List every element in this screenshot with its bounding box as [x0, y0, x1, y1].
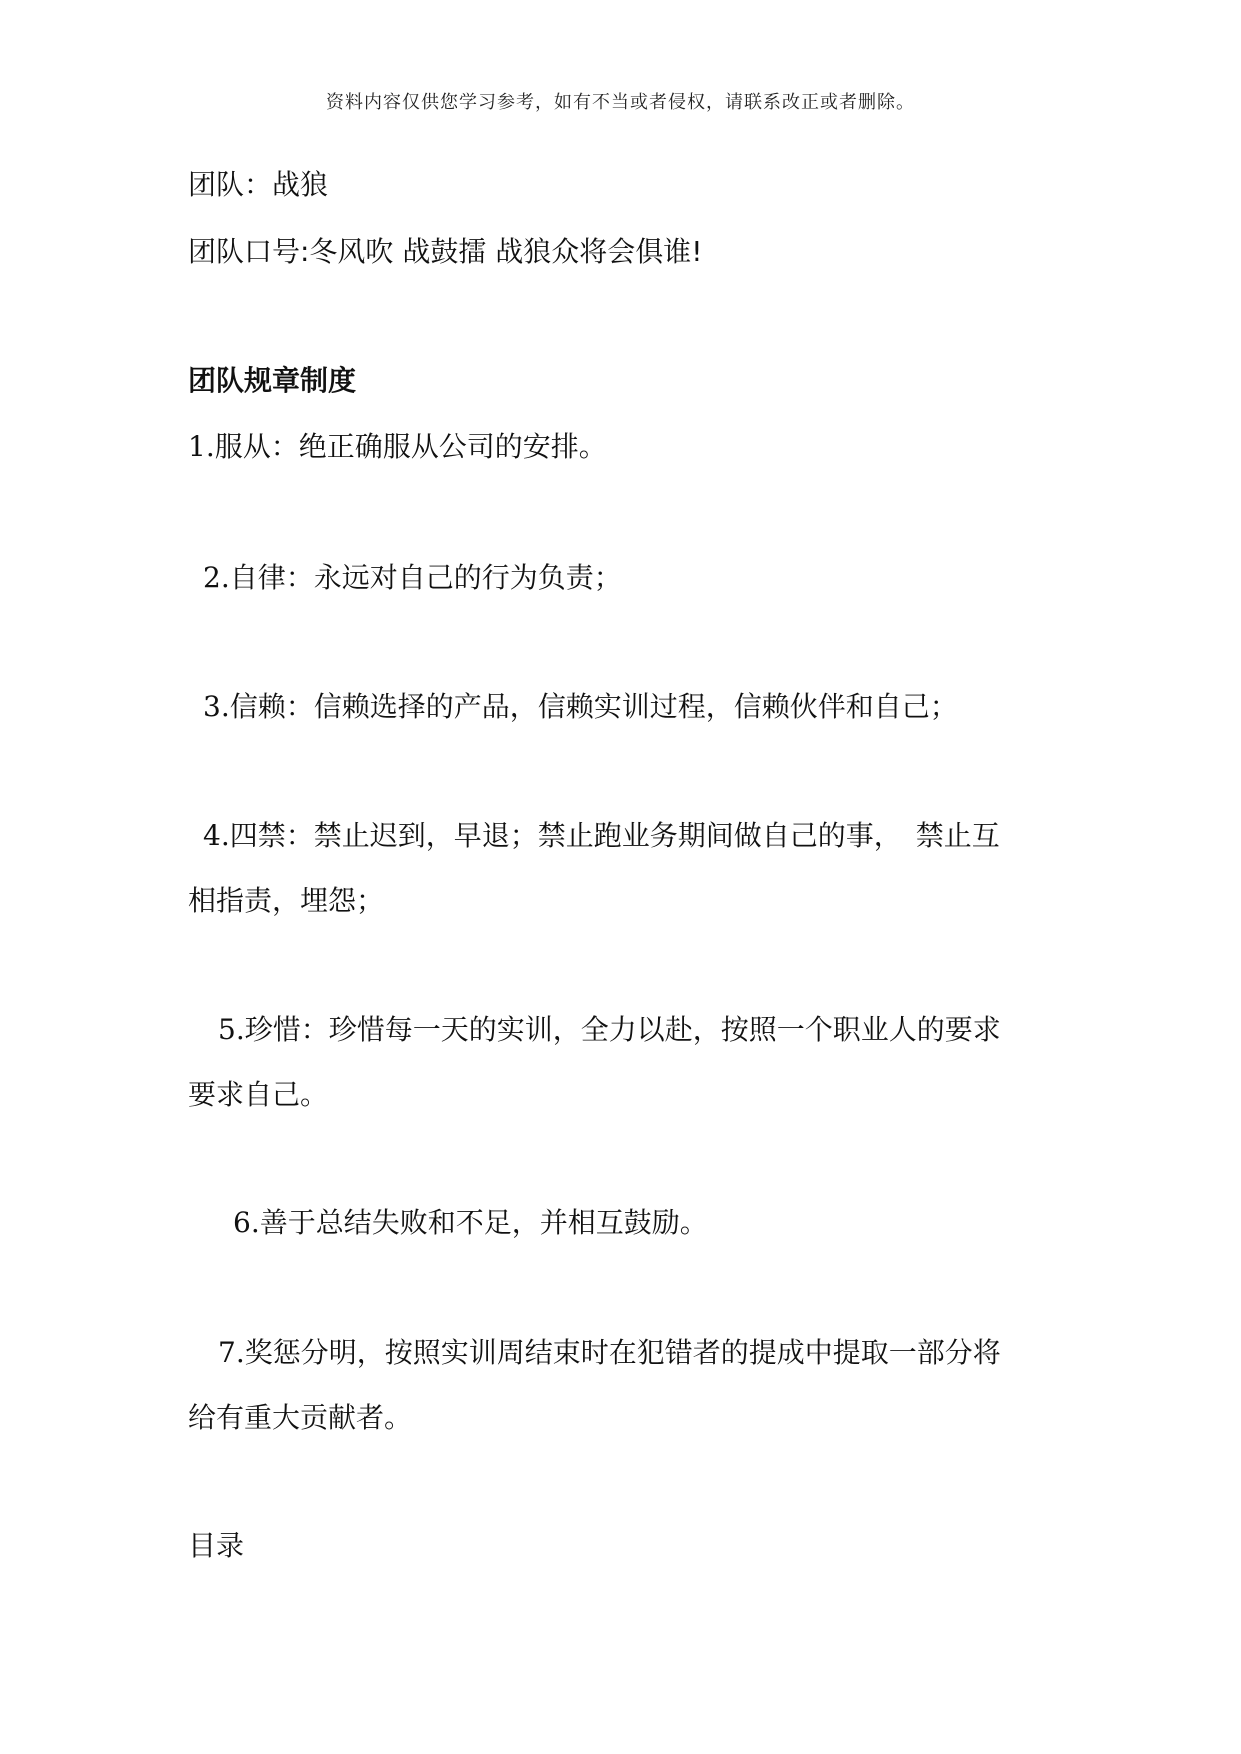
- rule-number: 7.: [218, 1336, 245, 1369]
- rule-number: 4.: [203, 819, 230, 852]
- rule-7: [218, 1335, 1001, 1371]
- rule-1: [188, 429, 607, 465]
- rule-number: 6.: [233, 1206, 260, 1239]
- rule-4: [203, 818, 1000, 854]
- rule-text: 奖惩分明，按照实训周结束时在犯错者的提成中提取一部分将: [244, 1336, 1001, 1369]
- rule-5-continuation: 要求自己。: [188, 1078, 329, 1111]
- rule-3: [203, 689, 958, 725]
- rule-number: 5.: [218, 1013, 245, 1046]
- rule-6: [233, 1205, 708, 1241]
- rule-number: 1.: [188, 430, 215, 463]
- rule-5: [218, 1012, 1001, 1048]
- team-name: 团队：战狼: [188, 168, 329, 201]
- team-slogan: 团队口号:冬风吹 战鼓擂 战狼众将会俱谁!: [188, 235, 703, 268]
- disclaimer-header: 资料内容仅供您学习参考，如有不当或者侵权，请联系改正或者删除。: [326, 92, 915, 113]
- toc-heading: 目录: [188, 1529, 245, 1562]
- rule-text: 自律：永远对自己的行为负责；: [229, 561, 622, 594]
- rules-heading: 团队规章制度: [188, 364, 357, 397]
- rule-7-continuation: 给有重大贡献者。: [188, 1401, 413, 1434]
- rule-4-continuation: 相指责，埋怨；: [188, 884, 385, 917]
- rule-number: 3.: [203, 690, 230, 723]
- rule-text: 服从：绝正确服从公司的安排。: [214, 430, 607, 463]
- rule-text: 珍惜：珍惜每一天的实训，全力以赴，按照一个职业人的要求: [244, 1013, 1001, 1046]
- rule-2: [203, 560, 622, 596]
- rule-text: 信赖：信赖选择的产品，信赖实训过程，信赖伙伴和自己；: [229, 690, 958, 723]
- rule-text: 四禁：禁止迟到，早退；禁止跑业务期间做自己的事， 禁止互: [229, 819, 1000, 852]
- rule-text: 善于总结失败和不足，并相互鼓励。: [259, 1206, 708, 1239]
- rule-number: 2.: [203, 561, 230, 594]
